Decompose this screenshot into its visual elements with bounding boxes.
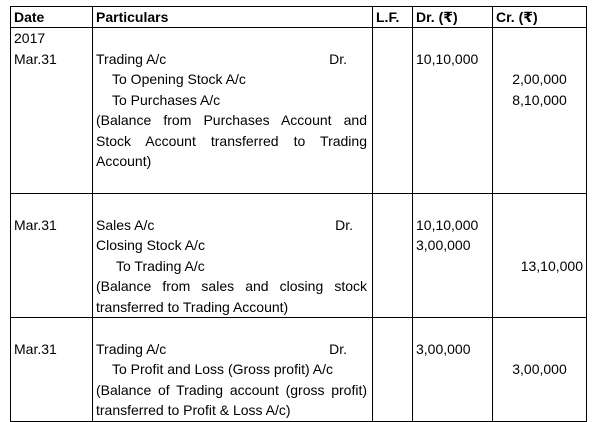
narration: (Balance from sales and closing stock transferred to Trading Account) [96, 278, 367, 315]
entry-date: Mar.31 [14, 216, 57, 233]
dr-marker: Dr. [335, 216, 353, 233]
table-row [11, 318, 587, 422]
dr-amount: 10,10,000 [416, 50, 479, 67]
cr-amount-cell [493, 28, 587, 194]
date-cell [11, 28, 93, 194]
debit-line [96, 49, 369, 70]
date-cell [11, 194, 93, 318]
dr-amount: 10,10,000 [416, 216, 479, 233]
header-dr: Dr. (₹) [413, 7, 493, 28]
dr-amount: 3,00,000 [416, 237, 471, 253]
lf-cell [373, 318, 413, 422]
narration: (Balance from Purchases Account and Stock Account transferred to Trading Account) [96, 112, 367, 169]
dr-marker: Dr. [329, 340, 347, 357]
header-lf: L.F. [373, 7, 413, 28]
particulars-cell [93, 318, 373, 422]
cr-amount-cell [493, 194, 587, 318]
cr-amount: 3,00,000 [512, 361, 567, 377]
debit-line [96, 215, 369, 236]
debit-account: Trading A/c [96, 50, 167, 67]
journal-table [10, 6, 587, 422]
lf-cell [373, 194, 413, 318]
credit-account: To Opening Stock A/c [112, 71, 246, 87]
credit-account: To Purchases A/c [112, 91, 221, 108]
entry-date: Mar.31 [14, 50, 57, 67]
cr-amount: 2,00,000 [512, 71, 567, 87]
debit-account: Sales A/c [96, 216, 155, 233]
dr-amount-cell [413, 194, 493, 318]
particulars-cell [93, 194, 373, 318]
date-cell [11, 318, 93, 422]
header-particulars: Particulars [93, 7, 373, 28]
dr-marker: Dr. [329, 50, 347, 67]
cr-amount-cell [493, 318, 587, 422]
entry-year: 2017 [14, 30, 46, 46]
lf-cell [373, 28, 413, 194]
cr-amount: 13,10,000 [520, 257, 583, 274]
debit-account: Trading A/c [96, 340, 167, 357]
credit-account: To Trading A/c [116, 257, 205, 274]
debit-account: Closing Stock A/c [96, 237, 205, 253]
dr-amount-cell [413, 28, 493, 194]
header-row [11, 7, 587, 28]
particulars-cell [93, 28, 373, 194]
cr-amount: 8,10,000 [512, 91, 567, 108]
dr-amount: 3,00,000 [416, 340, 471, 357]
credit-account: To Profit and Loss (Gross profit) A/c [112, 361, 333, 377]
table-row [11, 28, 587, 194]
narration: (Balance of Trading account (gross profit) transferred to Profit & Loss A/c) [96, 381, 367, 418]
dr-amount-cell [413, 318, 493, 422]
header-cr: Cr. (₹) [493, 7, 587, 28]
entry-date: Mar.31 [14, 340, 57, 357]
table-row [11, 194, 587, 318]
debit-line [96, 339, 369, 360]
header-date: Date [11, 7, 93, 28]
